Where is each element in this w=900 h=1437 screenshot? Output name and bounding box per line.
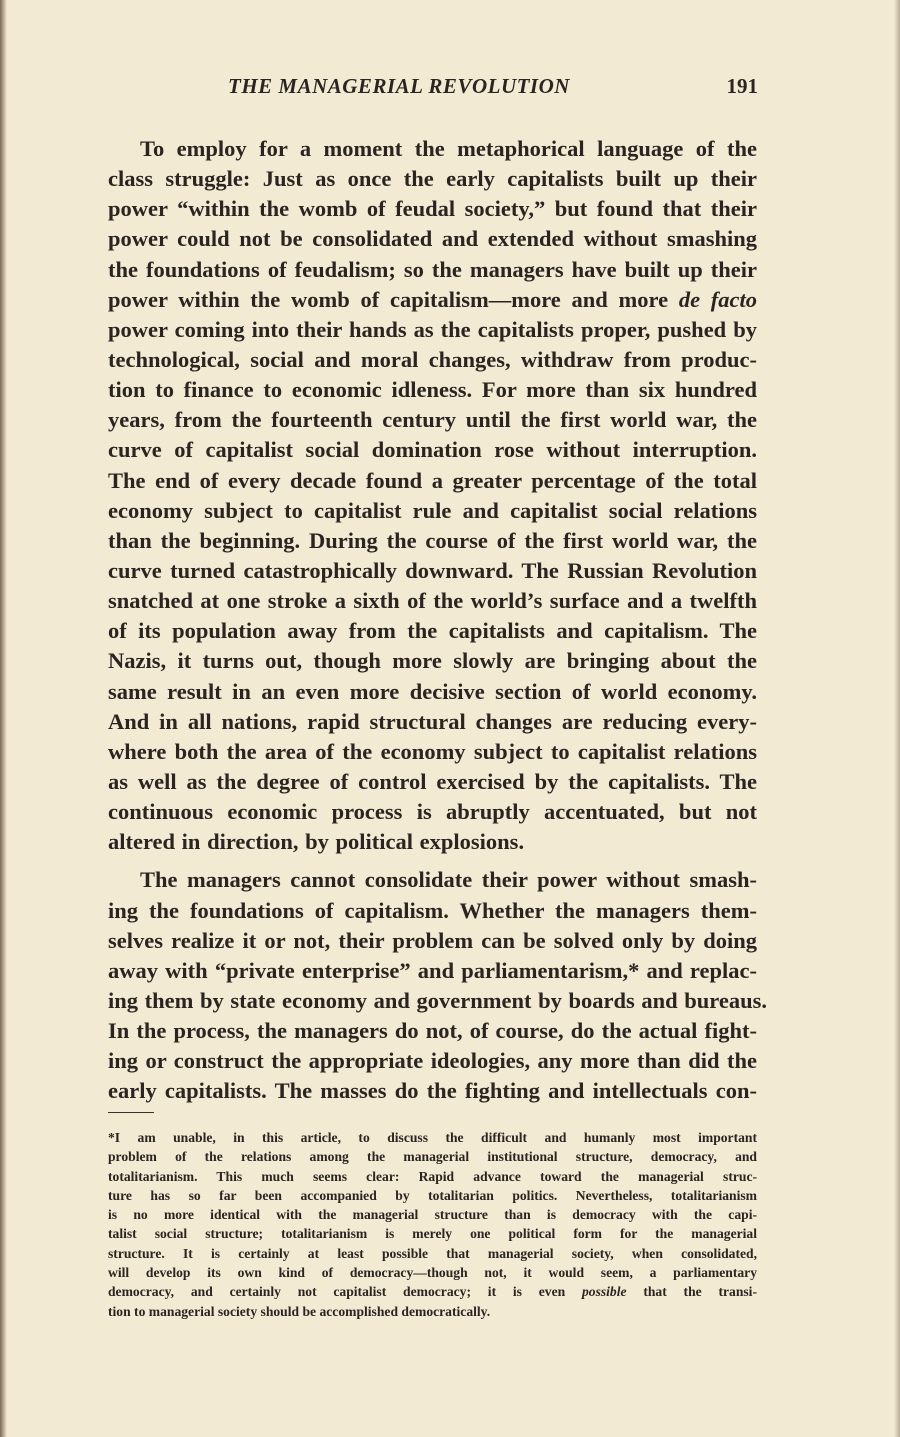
text-line: tion to managerial society should be accomplished democratically.: [108, 1303, 491, 1319]
text-line: [108, 285, 757, 315]
text-line: the foundations of feudalism; so the managers have built up their: [108, 256, 757, 282]
text-line: ing them by state economy and government by boards and bureaus.: [108, 987, 768, 1013]
text-line: curve turned catastrophically downward. The Russian Revolution: [108, 557, 757, 583]
text-line: is no more identical with the managerial structure than is democracy with the capi-: [108, 1207, 757, 1223]
page-edge-shadow: [894, 0, 900, 1437]
text-line: where both the area of the economy subject to capitalist relations: [108, 738, 757, 764]
text-segment: power within the womb of capitalism—more and more: [108, 286, 679, 312]
italic-text: de facto: [678, 286, 758, 312]
text-line: tion to finance to economic idleness. For more than six hundred: [108, 377, 757, 403]
text-line: ing or construct the appropriate ideologies, any more than did the: [108, 1048, 757, 1074]
paragraph: [108, 134, 757, 857]
body-text: [108, 134, 768, 1107]
text-line: away with “private enterprise” and parliamentarism,* and replac-: [108, 957, 757, 983]
text-line: economy subject to capitalist rule and capitalist social relations: [108, 497, 757, 523]
text-segment: that the transi-: [626, 1284, 757, 1300]
text-line: *I am unable, in this article, to discuss the difficult and humanly most important: [108, 1130, 757, 1145]
text-line: selves realize it or not, their problem can be solved only by doing: [108, 927, 757, 953]
footnote: [108, 1128, 757, 1321]
text-line: [108, 1282, 757, 1301]
text-line: problem of the relations among the managerial institutional structure, democracy, and: [108, 1149, 757, 1165]
text-line: snatched at one stroke a sixth of the world’s surface and a twelfth: [108, 588, 757, 614]
page-header: [108, 74, 758, 106]
text-line: ture has so far been accompanied by totalitarian politics. Nevertheless, totalitarianism: [108, 1187, 757, 1203]
text-line: will develop its own kind of democracy—though not, it would seem, a parliamentary: [108, 1265, 757, 1281]
text-line: In the process, the managers do not, of course, do the actual fight-: [108, 1018, 757, 1044]
text-line: as well as the degree of control exercised by the capitalists. The: [108, 768, 757, 794]
text-line: class struggle: Just as once the early capitalists built up their: [108, 166, 757, 192]
text-line: The end of every decade found a greater percentage of the total: [108, 467, 757, 493]
text-line: power “within the womb of feudal society,” but found that their: [108, 196, 757, 222]
text-line: years, from the fourteenth century until the first world war, the: [108, 407, 757, 433]
text-line: power could not be consolidated and extended without smashing: [108, 226, 757, 252]
text-line: altered in direction, by political explosions.: [108, 829, 525, 855]
text-line: Nazis, it turns out, though more slowly are bringing about the: [108, 648, 757, 674]
text-line: And in all nations, rapid structural changes are reducing every-: [108, 708, 757, 734]
footnote-rule: [108, 1112, 154, 1113]
text-line: curve of capitalist social domination rose without interruption.: [108, 437, 757, 463]
page-number: 191: [726, 74, 758, 98]
text-line: than the beginning. During the course of the first world war, the: [108, 527, 757, 553]
text-line: structure. It is certainly at least possible that managerial society, when consolidated,: [108, 1245, 757, 1261]
running-title: THE MANAGERIAL REVOLUTION: [228, 74, 570, 98]
text-line: same result in an even more decisive section of world economy.: [108, 678, 757, 704]
text-line: totalitarianism. This much seems clear: Rapid advance toward the managerial struc-: [108, 1168, 757, 1184]
text-line: early capitalists. The masses do the fighting and intellectuals con-: [108, 1078, 757, 1104]
text-line: power coming into their hands as the capitalists proper, pushed by: [108, 316, 757, 342]
text-line: The managers cannot consolidate their power without smash-: [140, 867, 757, 893]
text-line: To employ for a moment the metaphorical language of the: [140, 136, 757, 161]
italic-text: possible: [581, 1284, 627, 1300]
paragraph: [108, 865, 768, 1106]
text-line: talist social structure; totalitarianism is merely one political form for the managerial: [108, 1226, 757, 1242]
text-line: ing the foundations of capitalism. Whether the managers them-: [108, 897, 757, 923]
text-line: technological, social and moral changes, withdraw from produc-: [108, 346, 757, 372]
text-line: of its population away from the capitalists and capitalism. The: [108, 618, 757, 644]
text-segment: democracy, and certainly not capitalist democracy; it is even: [108, 1284, 582, 1300]
text-line: continuous economic process is abruptly accentuated, but not: [108, 799, 757, 825]
book-spine-shadow: [0, 0, 7, 1437]
